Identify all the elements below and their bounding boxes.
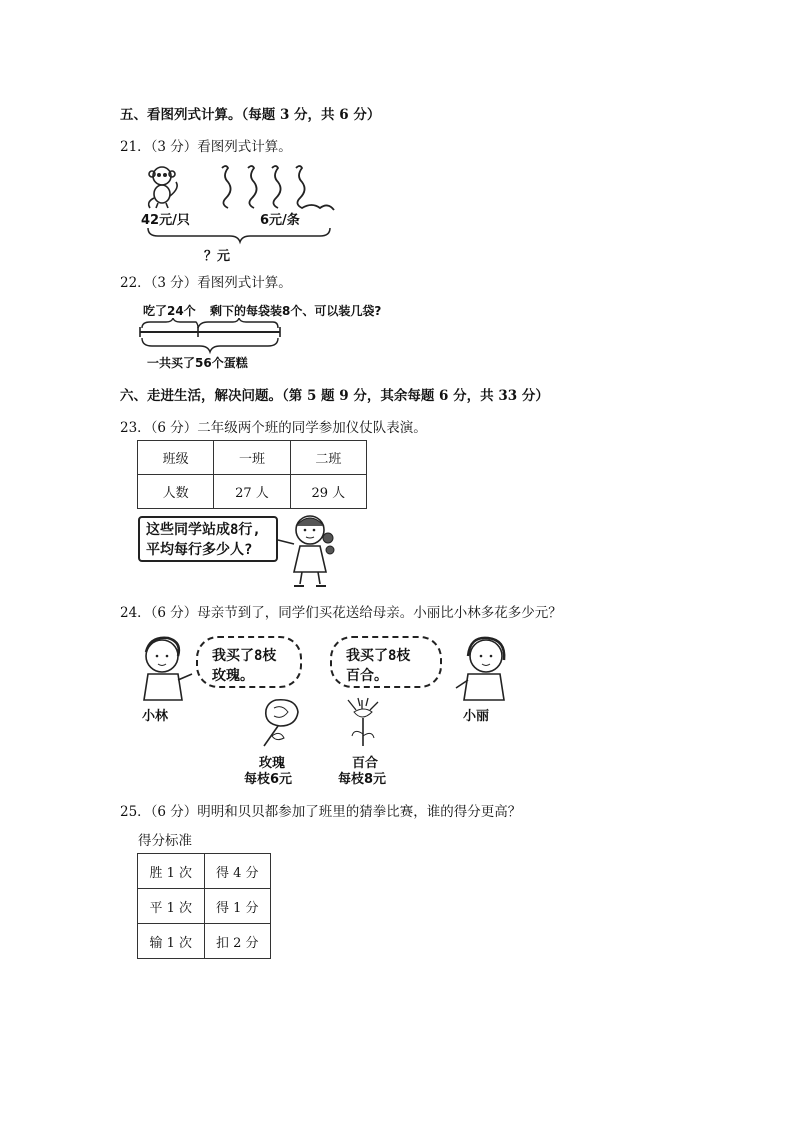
table-header: 二班 — [290, 441, 366, 475]
total-cakes-label: 一共买了56个蛋糕 — [147, 356, 248, 370]
q24-stem: 24．（6 分）母亲节到了，同学们买花送给母亲。小丽比小林多花多少元？ — [120, 605, 562, 621]
lily-name: 百合 — [352, 756, 379, 771]
section-6-title: 六、走进生活，解决问题。（第 5 题 9 分，其余每题 6 分，共 33 分） — [120, 388, 549, 404]
li-thought-bubble — [330, 636, 442, 688]
table-header: 一班 — [214, 441, 290, 475]
q21-stem: 21．（3 分）看图列式计算。 — [120, 139, 292, 155]
q23-table — [137, 440, 367, 509]
q22-stem: 22．（3 分）看图列式计算。 — [120, 275, 292, 291]
table-cell: 胜 1 次 — [138, 854, 205, 889]
monkey-price: 42元/只 — [141, 213, 190, 228]
bubble-line: 这些同学站成8行, — [146, 522, 261, 538]
li-name: 小丽 — [463, 709, 490, 724]
score-table — [137, 853, 271, 959]
score-table-title: 得分标准 — [138, 833, 192, 849]
table-cell: 输 1 次 — [138, 924, 205, 959]
rose-name: 玫瑰 — [259, 756, 286, 771]
girl-li-icon — [454, 634, 514, 704]
bubble-line: 我买了8枝 — [346, 648, 411, 664]
q25-stem: 25．（6 分）明明和贝贝都参加了班里的猜拳比赛，谁的得分更高？ — [120, 804, 522, 820]
bubble-line: 平均每行多少人? — [146, 542, 253, 558]
table-cell: 27 人 — [214, 475, 290, 509]
lily-icon — [342, 696, 388, 750]
rose-icon — [256, 696, 306, 750]
lin-thought-bubble — [196, 636, 302, 688]
table-cell: 扣 2 分 — [204, 924, 271, 959]
total-brace — [148, 228, 330, 242]
bubble-line: 玫瑰。 — [212, 668, 254, 684]
table-cell: 平 1 次 — [138, 889, 205, 924]
eaten-label: 吃了24个 — [143, 304, 196, 318]
lily-price: 每枝8元 — [338, 772, 387, 787]
lin-name: 小林 — [142, 709, 169, 724]
section-5-title: 五、看图列式计算。（每题 3 分，共 6 分） — [120, 107, 381, 123]
question-label: 剩下的每袋装8个、可以装几袋? — [210, 304, 382, 318]
bubble-line: 我买了8枝 — [212, 648, 277, 664]
q22-figure — [138, 318, 288, 358]
snake-price: 6元/条 — [260, 213, 300, 228]
table-header: 班级 — [138, 441, 214, 475]
total-price: ？元 — [204, 249, 231, 264]
q23-speech-bubble — [138, 516, 278, 562]
monkey-icon — [149, 167, 177, 208]
girl-icon — [272, 510, 352, 590]
snake-icons — [222, 166, 334, 210]
rose-price: 每枝6元 — [244, 772, 293, 787]
table-cell: 得 1 分 — [204, 889, 271, 924]
bubble-line: 百合。 — [346, 668, 388, 684]
table-cell: 得 4 分 — [204, 854, 271, 889]
table-cell: 人数 — [138, 475, 214, 509]
boy-lin-icon — [138, 634, 198, 704]
table-cell: 29 人 — [290, 475, 366, 509]
q23-stem: 23．（6 分）二年级两个班的同学参加仪仗队表演。 — [120, 420, 427, 436]
